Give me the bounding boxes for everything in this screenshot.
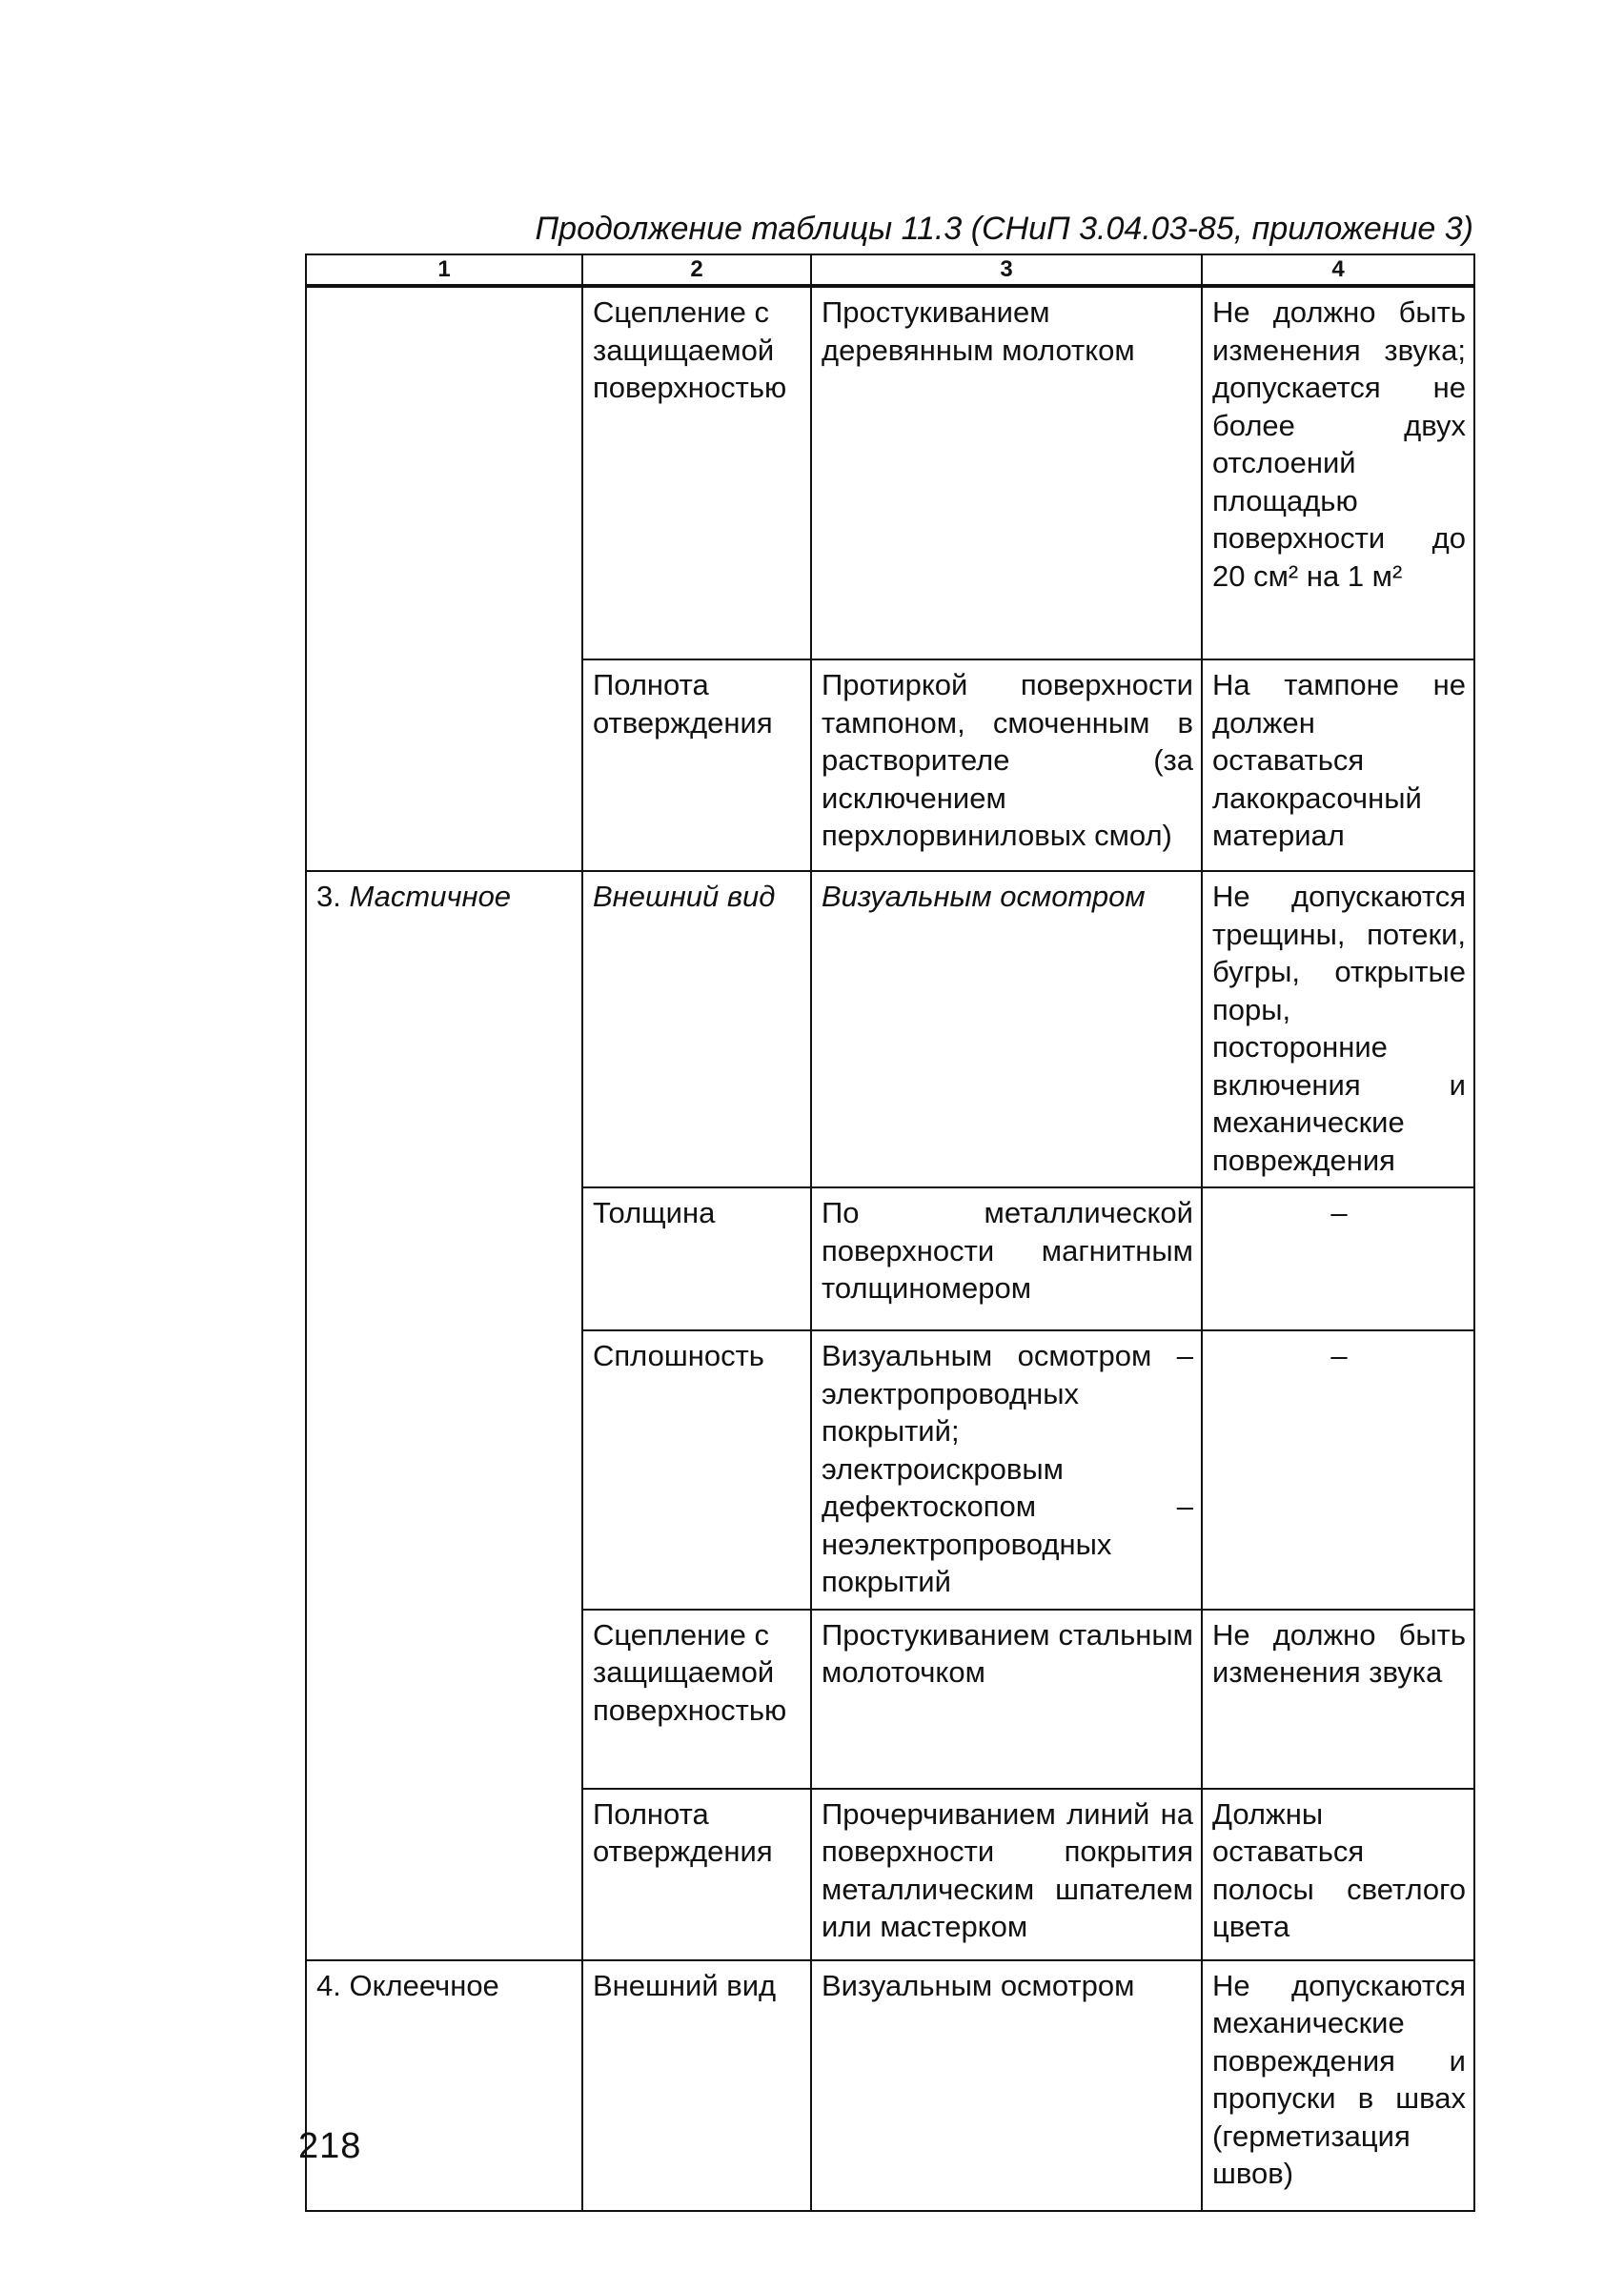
indicator-cell: Внешний вид [582, 871, 811, 1187]
method-cell [811, 871, 1202, 1187]
method-cell: Визуальным осмотром [811, 1960, 1202, 2211]
method-cell: По металлической поверхности магнитным толщиномером [811, 1187, 1202, 1330]
method-cell: Простукиванием деревянным молотком [811, 286, 1202, 659]
table-row [306, 1960, 1474, 2211]
coating-type-name: Мастичное [349, 880, 512, 913]
method-cell: Прочерчиванием линий на поверхности покрытия металлическим шпателем или мастерком [811, 1789, 1202, 1960]
column-number: 2 [582, 254, 811, 286]
table-row [306, 286, 1474, 659]
inspection-table [305, 253, 1475, 2212]
requirement-cell: Не допускаются трещины, потеки, бугры, открытые поры, посторонние включения и механические повреждения [1202, 871, 1474, 1187]
table-caption: Продолжение таблицы 11.3 (СНиП 3.04.03-85, приложение 3) [535, 211, 1473, 247]
requirement-cell: – [1202, 1330, 1474, 1610]
column-number-row [306, 254, 1474, 286]
table-row [306, 871, 1474, 1187]
indicator-cell: Внешний вид [582, 1960, 811, 2211]
indicator-cell: Полнота отверждения [582, 659, 811, 871]
indicator-cell: Сцепление с защищаемой поверхностью [582, 286, 811, 659]
requirement-cell: Не должно быть изменения звука; допускается не более двух отслоений площадью поверхности до 20 см² на 1 м² [1202, 286, 1474, 659]
coating-type-number: 3. [316, 880, 341, 913]
column-number: 4 [1202, 254, 1474, 286]
method-cell: Визуальным осмотром – электропроводных покрытий; электроискровым дефектоскопом – неэлектропроводных покрытий [811, 1330, 1202, 1610]
indicator-cell: Сплошность [582, 1330, 811, 1610]
requirement-cell: Не должно быть изменения звука [1202, 1610, 1474, 1789]
indicator-cell: Полнота отверждения [582, 1789, 811, 1960]
requirement-cell: На тампоне не должен оставаться лакокрасочный материал [1202, 659, 1474, 871]
indicator-cell: Толщина [582, 1187, 811, 1330]
method-cell: Протиркой поверхности тампоном, смоченным в растворителе (за исключением перхлорвиниловых смол) [811, 659, 1202, 871]
requirement-cell: Не допускаются механические повреждения и пропуски в швах (герметизация швов) [1202, 1960, 1474, 2211]
coating-type-name: Оклеечное [349, 1968, 499, 2002]
requirement-cell: Должны оставаться полосы светлого цвета [1202, 1789, 1474, 1960]
method-text: Визуальным осмотром [822, 880, 1146, 913]
indicator-cell: Сцепление с защищаемой поверхностью [582, 1610, 811, 1789]
coating-type-cell [306, 1960, 582, 2211]
column-number: 1 [306, 254, 582, 286]
column-number: 3 [811, 254, 1202, 286]
coating-type-cell-empty [306, 286, 582, 871]
requirement-cell: – [1202, 1187, 1474, 1330]
coating-type-number: 4. [316, 1968, 341, 2002]
method-cell: Простукиванием стальным молоточком [811, 1610, 1202, 1789]
coating-type-cell [306, 871, 582, 1960]
page-number: 218 [298, 2126, 362, 2166]
